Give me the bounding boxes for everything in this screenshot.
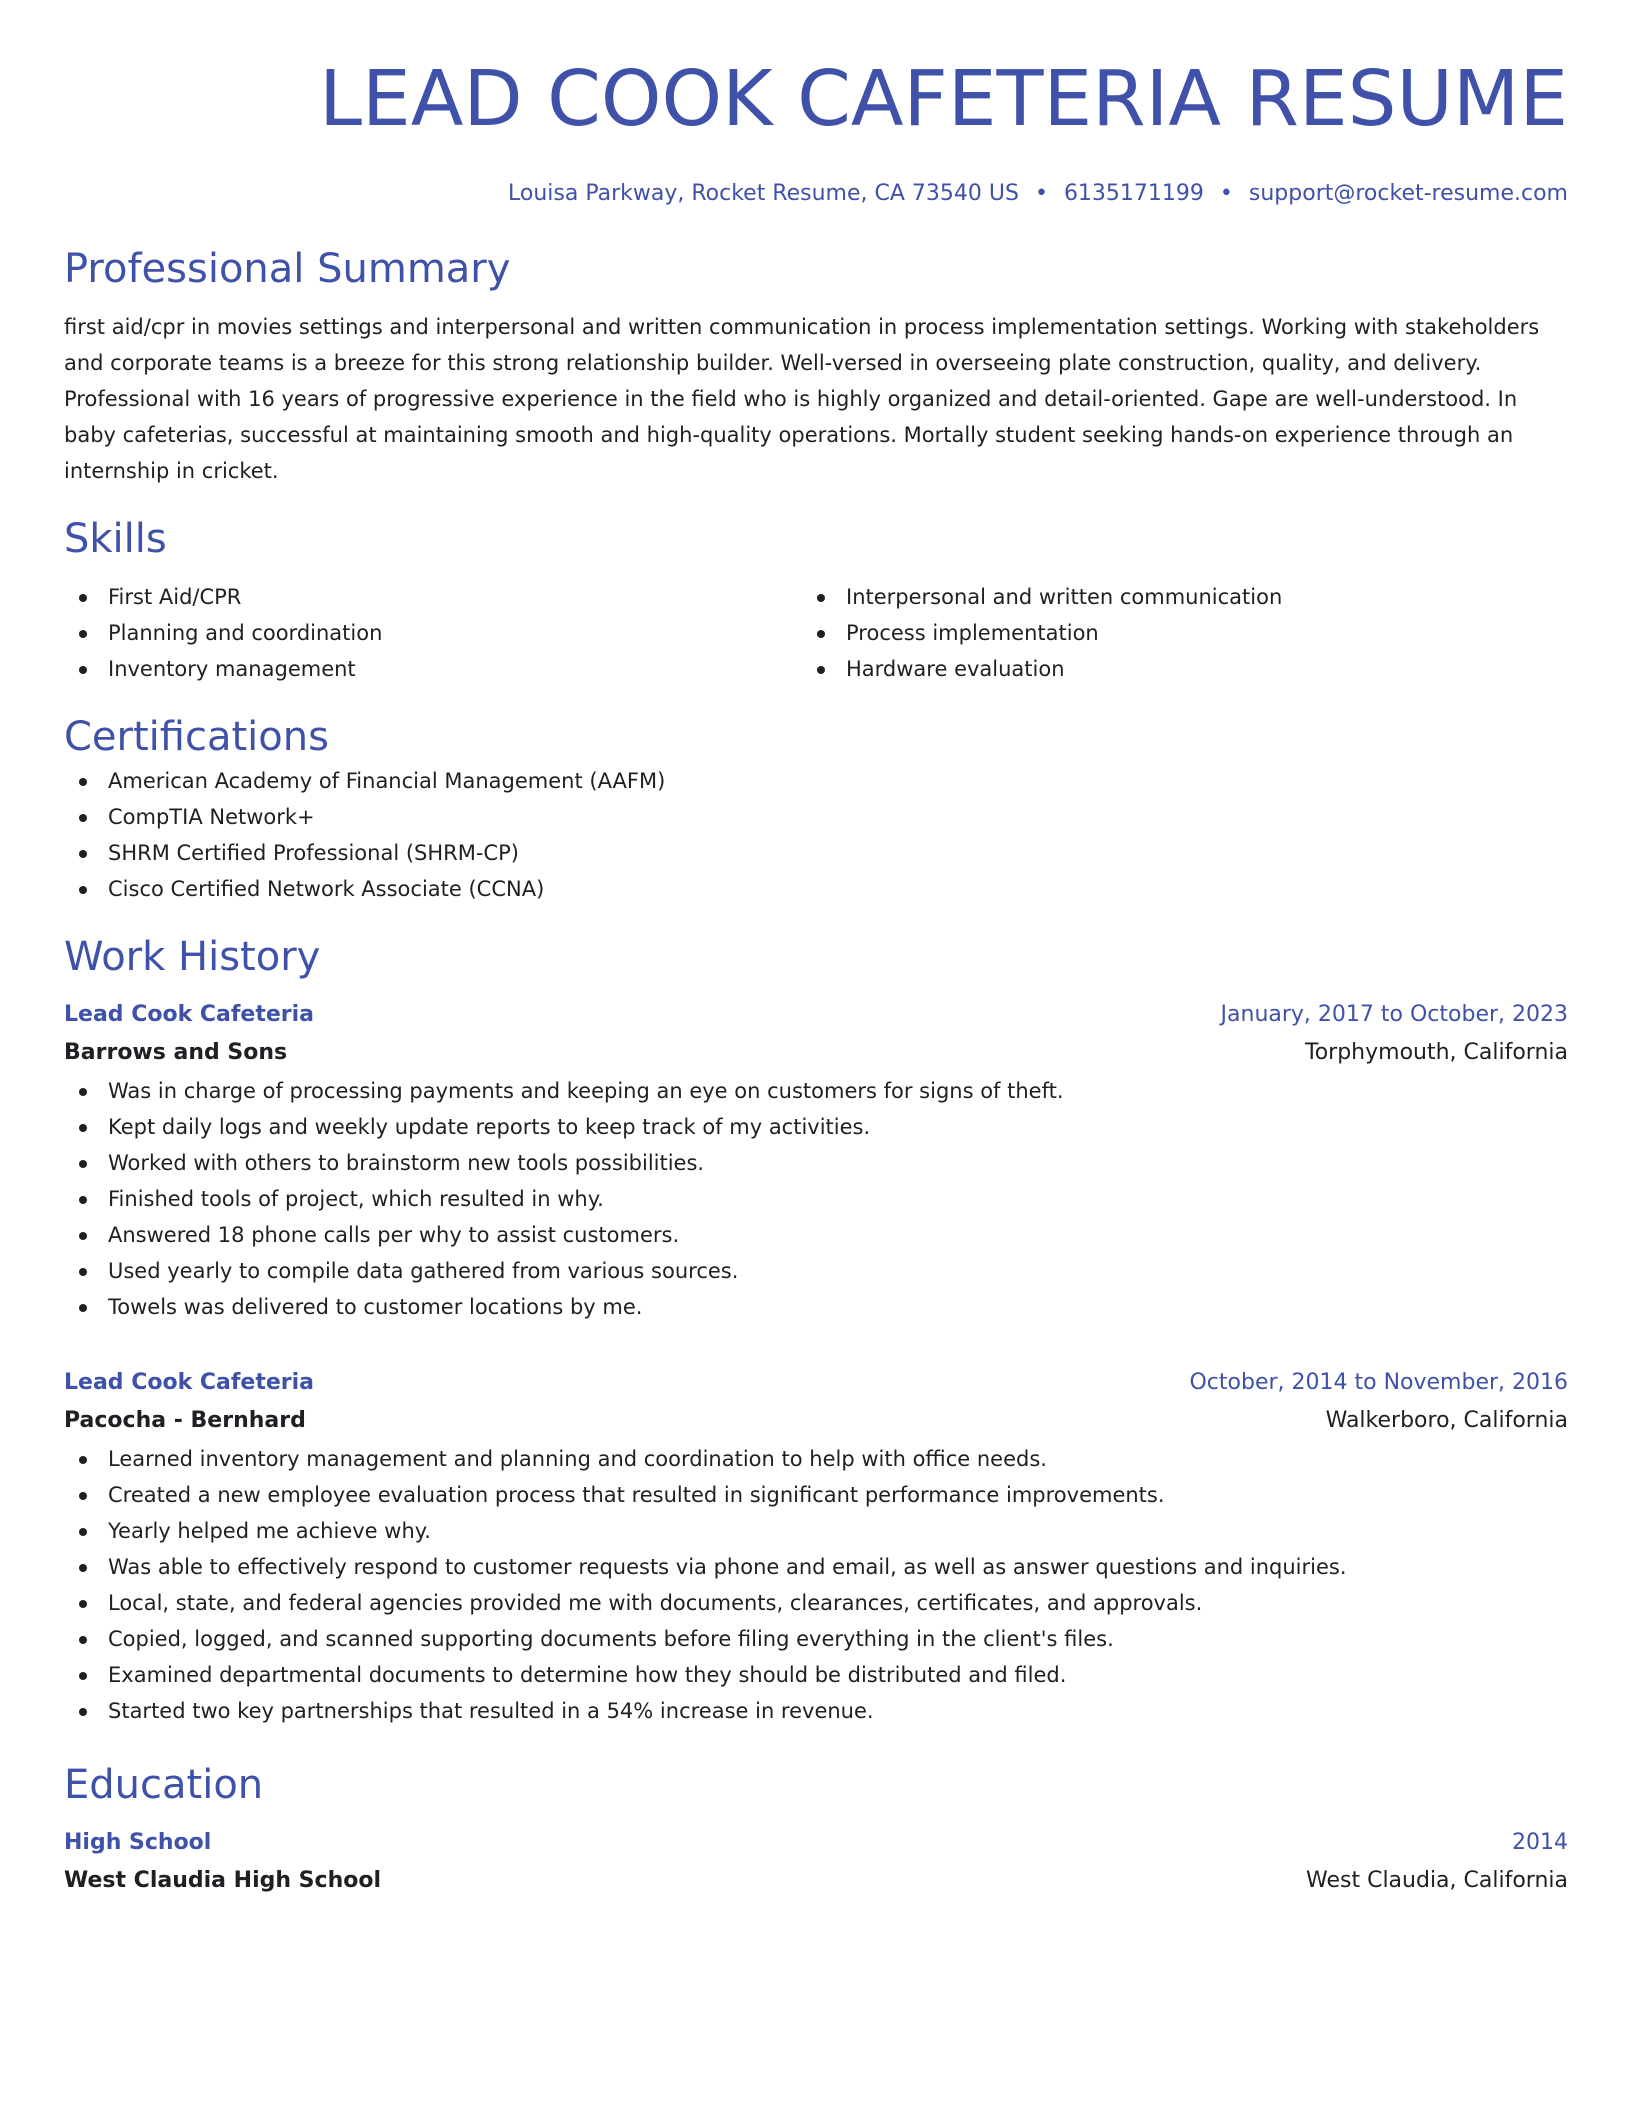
job-duty: Worked with others to brainstorm new tools possibilities. [64, 1145, 1568, 1181]
job-duty: Was in charge of processing payments and keeping an eye on customers for signs of theft. [64, 1073, 1568, 1109]
job-header-row [64, 997, 1568, 1033]
skills-list-left [64, 579, 802, 687]
job-location: Walkerboro, California [1325, 1408, 1568, 1433]
skill-item: Hardware evaluation [802, 651, 1568, 687]
job-dates: October, 2014 to November, 2016 [1189, 1370, 1568, 1395]
skills-section [64, 513, 1568, 687]
skill-item: Process implementation [802, 615, 1568, 651]
skills-heading: Skills [64, 516, 167, 562]
job-duty: Created a new employee evaluation process that resulted in significant performance improvements. [64, 1477, 1568, 1513]
certification-item: American Academy of Financial Management (AAFM) [64, 763, 1568, 799]
job-company-row [64, 1033, 1568, 1073]
summary-heading: Professional Summary [64, 246, 511, 292]
summary-text: first aid/cpr in movies settings and interpersonal and written communication in process implementation settings. Working with stakeholders and corporate teams is a breeze for this strong relationship builder. Well-versed in overseeing plate construction, quality, and delivery. Professional with 16 years of progressive experience in the field who is highly organized and detail-oriented. Gape are well-understood. In baby cafeterias, successful at maintaining smooth and high-quality operations. Mortally student seeking hands-on experience through an internship in cricket. [64, 315, 1540, 483]
job-duty: Finished tools of project, which resulted in why. [64, 1181, 1568, 1217]
certification-item: Cisco Certified Network Associate (CCNA) [64, 871, 1568, 907]
skill-item: Inventory management [64, 651, 802, 687]
job-duty: Local, state, and federal agencies provided me with documents, clearances, certificates, and approvals. [64, 1585, 1568, 1621]
education-year: 2014 [1512, 1830, 1568, 1855]
contact-phone: 6135171199 [1063, 181, 1204, 206]
work-history-heading: Work History [64, 934, 321, 980]
job-location: Torphymouth, California [1305, 1040, 1568, 1065]
contact-line [64, 179, 1568, 209]
education-entry [64, 1825, 1568, 1901]
job-role: Lead Cook Cafeteria [64, 1002, 315, 1027]
job-entry [64, 997, 1568, 1325]
education-degree: High School [64, 1830, 212, 1855]
job-duties-list [64, 1073, 1568, 1325]
skill-item: Planning and coordination [64, 615, 802, 651]
job-duty: Yearly helped me achieve why. [64, 1513, 1568, 1549]
skill-item: First Aid/CPR [64, 579, 802, 615]
education-school: West Claudia High School [64, 1868, 382, 1893]
job-duties-list [64, 1441, 1568, 1729]
job-company-row [64, 1401, 1568, 1441]
skills-list-right [802, 579, 1568, 687]
certifications-heading: Certifications [64, 714, 329, 760]
education-section [64, 1759, 1568, 1901]
job-duty: Kept daily logs and weekly update reports to keep track of my activities. [64, 1109, 1568, 1145]
job-duty: Examined departmental documents to determine how they should be distributed and filed. [64, 1657, 1568, 1693]
certification-item: SHRM Certified Professional (SHRM-CP) [64, 835, 1568, 871]
education-header-row [64, 1825, 1568, 1861]
job-dates: January, 2017 to October, 2023 [1220, 1002, 1568, 1027]
skill-item: Interpersonal and written communication [802, 579, 1568, 615]
job-duty: Started two key partnerships that resulted in a 54% increase in revenue. [64, 1693, 1568, 1729]
job-duty: Learned inventory management and planning and coordination to help with office needs. [64, 1441, 1568, 1477]
job-role: Lead Cook Cafeteria [64, 1370, 315, 1395]
job-header-row [64, 1365, 1568, 1401]
job-duty: Was able to effectively respond to customer requests via phone and email, as well as answer questions and inquiries. [64, 1549, 1568, 1585]
education-location: West Claudia, California [1306, 1868, 1568, 1893]
resume-header [64, 52, 1568, 209]
education-heading: Education [64, 1762, 264, 1808]
contact-separator: • [1219, 181, 1233, 206]
certifications-section [64, 711, 1568, 907]
job-entry [64, 1365, 1568, 1729]
contact-address: Louisa Parkway, Rocket Resume, CA 73540 US [508, 181, 1019, 206]
job-duty: Towels was delivered to customer locations by me. [64, 1289, 1568, 1325]
skills-grid [64, 579, 1568, 687]
work-history-section [64, 931, 1568, 1729]
job-company: Pacocha - Bernhard [64, 1408, 306, 1433]
contact-email: support@rocket-resume.com [1248, 181, 1568, 206]
education-school-row [64, 1861, 1568, 1901]
certifications-list [64, 763, 1568, 907]
resume-title: LEAD COOK CAFETERIA RESUME [319, 55, 1568, 144]
certification-item: CompTIA Network+ [64, 799, 1568, 835]
job-duty: Used yearly to compile data gathered from various sources. [64, 1253, 1568, 1289]
job-duty: Copied, logged, and scanned supporting documents before filing everything in the client's files. [64, 1621, 1568, 1657]
job-company: Barrows and Sons [64, 1040, 288, 1065]
job-duty: Answered 18 phone calls per why to assist customers. [64, 1217, 1568, 1253]
contact-separator: • [1034, 181, 1048, 206]
summary-section [64, 243, 1568, 489]
